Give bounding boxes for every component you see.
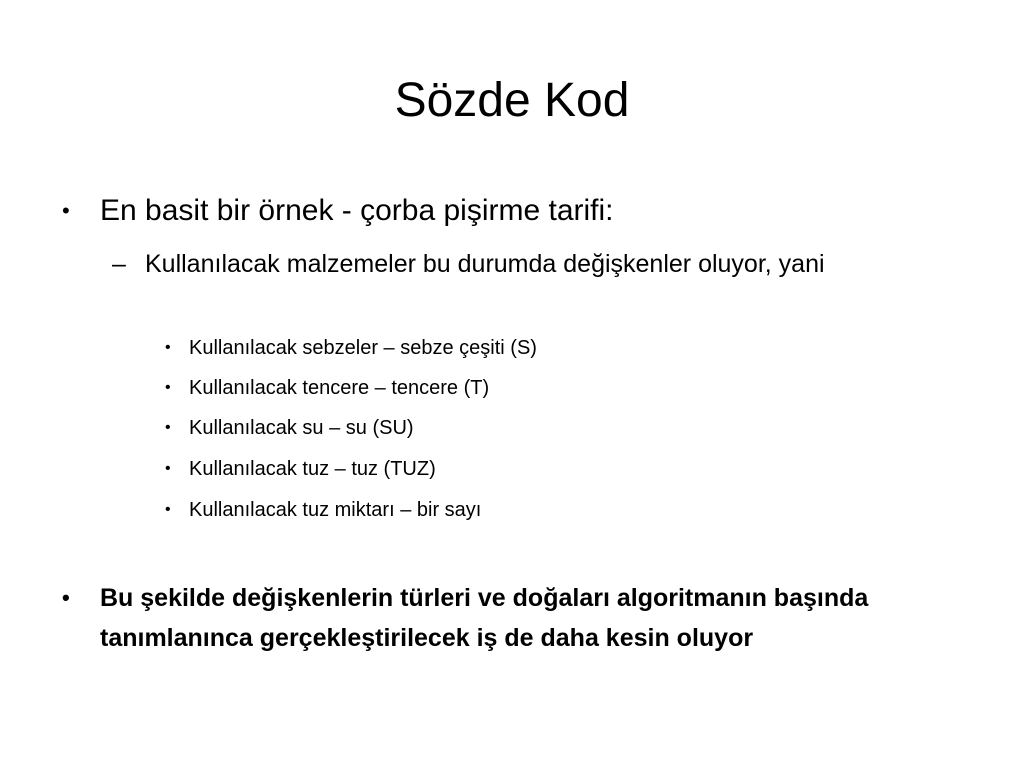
bullet-item-level3	[165, 414, 925, 442]
bullet-text: Bu şekilde değişkenlerin türleri ve doğaları algoritmanın başında tanımlanınca gerçekleştirilecek iş de daha kesin oluyor	[100, 584, 869, 652]
bullet-text: Kullanılacak malzemeler bu durumda değişkenler oluyor, yani	[145, 250, 825, 278]
bullet-text: Kullanılacak sebzeler – sebze çeşiti (S)	[189, 337, 537, 359]
bullet-icon: •	[165, 501, 171, 518]
bullet-item-level3	[165, 374, 925, 402]
bullet-item-level3	[165, 496, 925, 524]
bullet-icon: •	[165, 419, 171, 436]
bullet-text: Kullanılacak tencere – tencere (T)	[189, 377, 490, 399]
bullet-icon: •	[165, 379, 171, 396]
bullet-icon: •	[165, 460, 171, 477]
bullet-item-level2	[112, 245, 942, 283]
bullet-text: En basit bir örnek - çorba pişirme tarifi:	[100, 194, 614, 227]
bullet-item-level1	[62, 192, 942, 230]
slide-title: Sözde Kod	[394, 74, 630, 127]
bullet-text: Kullanılacak su – su (SU)	[189, 417, 414, 439]
bullet-icon: •	[62, 198, 70, 223]
bullet-icon: •	[165, 339, 171, 356]
bullet-item-level1-bold	[62, 578, 942, 658]
bullet-item-level3	[165, 334, 925, 362]
bullet-text: Kullanılacak tuz – tuz (TUZ)	[189, 458, 436, 480]
bullet-text: Kullanılacak tuz miktarı – bir sayı	[189, 499, 482, 521]
dash-icon: –	[112, 250, 126, 278]
bullet-icon: •	[62, 585, 70, 610]
bullet-item-level3	[165, 455, 925, 483]
